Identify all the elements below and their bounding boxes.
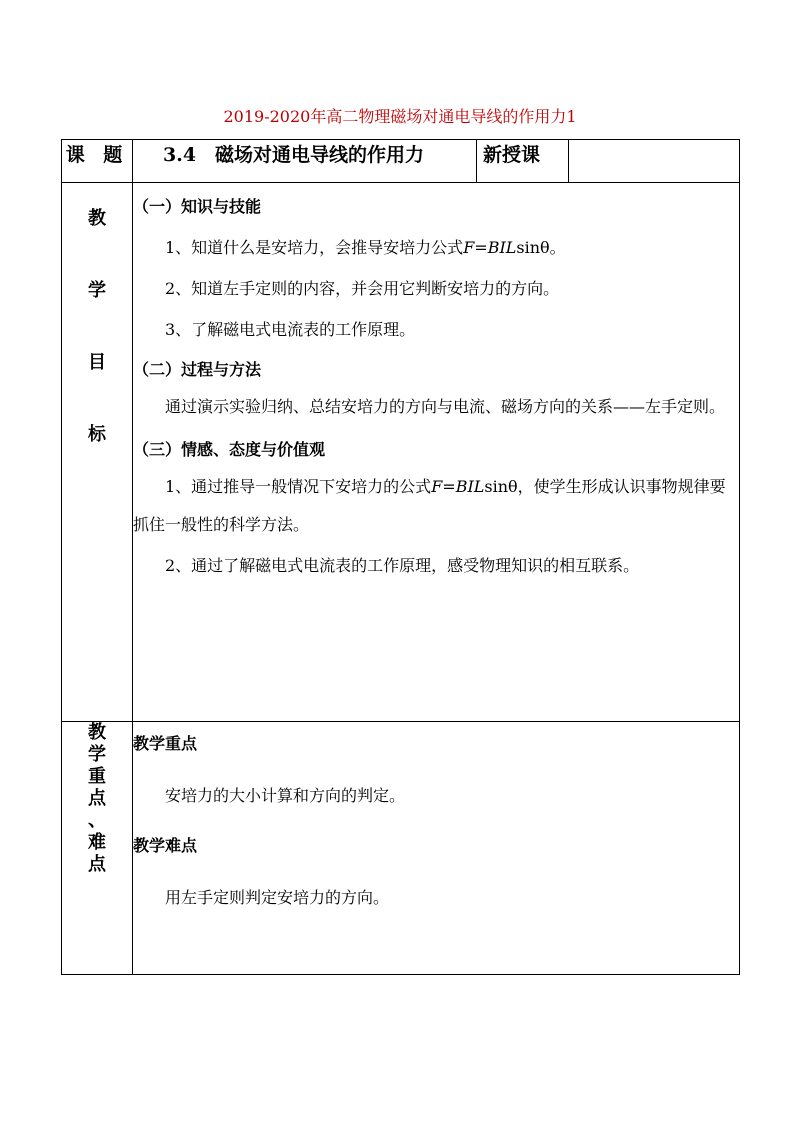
goals-label-char: 教 (88, 208, 106, 229)
focus-heading: 教学重点 (133, 734, 198, 753)
goals-label-char: 目 (88, 352, 106, 373)
header-row (62, 140, 740, 183)
goals-content (133, 183, 740, 722)
topic-label: 课 题 (62, 140, 133, 183)
key-label-char: 重 (88, 766, 106, 787)
key-points-label (62, 722, 133, 975)
header-empty-cell (569, 140, 740, 183)
difficulty-heading: 教学难点 (133, 836, 198, 855)
key-points-row (62, 722, 740, 975)
document-title: 2019-2020年高二物理磁场对通电导线的作用力1 (223, 107, 577, 126)
key-label-char: 点 (88, 788, 106, 809)
lesson-plan-table (61, 139, 740, 975)
key-label-char: 难 (88, 832, 106, 853)
lesson-type: 新授课 (477, 140, 569, 183)
goal-item: 3、了解磁电式电流表的工作原理。 (165, 320, 416, 339)
formula: F=BIL (463, 238, 517, 257)
goal-item: 1、知道什么是安培力，会推导安培力公式F=BILsinθ。 (165, 238, 566, 257)
goals-label-char: 学 (88, 280, 106, 301)
attitude-paragraph: 2、通过了解磁电式电流表的工作原理，感受物理知识的相互联系。 (165, 556, 640, 575)
process-paragraph: 通过演示实验归纳、总结安培力的方向与电流、磁场方向的关系——左手定则。 (165, 397, 726, 416)
key-label-char: 、 (88, 810, 106, 831)
key-label-char: 学 (88, 744, 106, 765)
section-heading: （二）过程与方法 (133, 360, 262, 379)
attitude-paragraph: 1、通过推导一般情况下安培力的公式F=BILsinθ，使学生形成认识事物规律要抓住一般性的科学方法。 (133, 477, 726, 534)
section-heading: （一）知识与技能 (133, 197, 262, 216)
difficulty-text: 用左手定则判定安培力的方向。 (165, 888, 390, 907)
goals-label (62, 183, 133, 722)
key-label-char: 教 (88, 722, 106, 743)
key-points-content (133, 722, 740, 975)
goals-row (62, 183, 740, 722)
section-heading: （三）情感、态度与价值观 (133, 440, 326, 459)
topic-title: 3.4 磁场对通电导线的作用力 (133, 140, 477, 183)
formula: F=BIL (431, 477, 485, 496)
key-label-char: 点 (88, 854, 106, 875)
goal-item: 2、知道左手定则的内容，并会用它判断安培力的方向。 (165, 279, 560, 298)
goals-label-char: 标 (88, 424, 106, 445)
focus-text: 安培力的大小计算和方向的判定。 (165, 786, 406, 805)
